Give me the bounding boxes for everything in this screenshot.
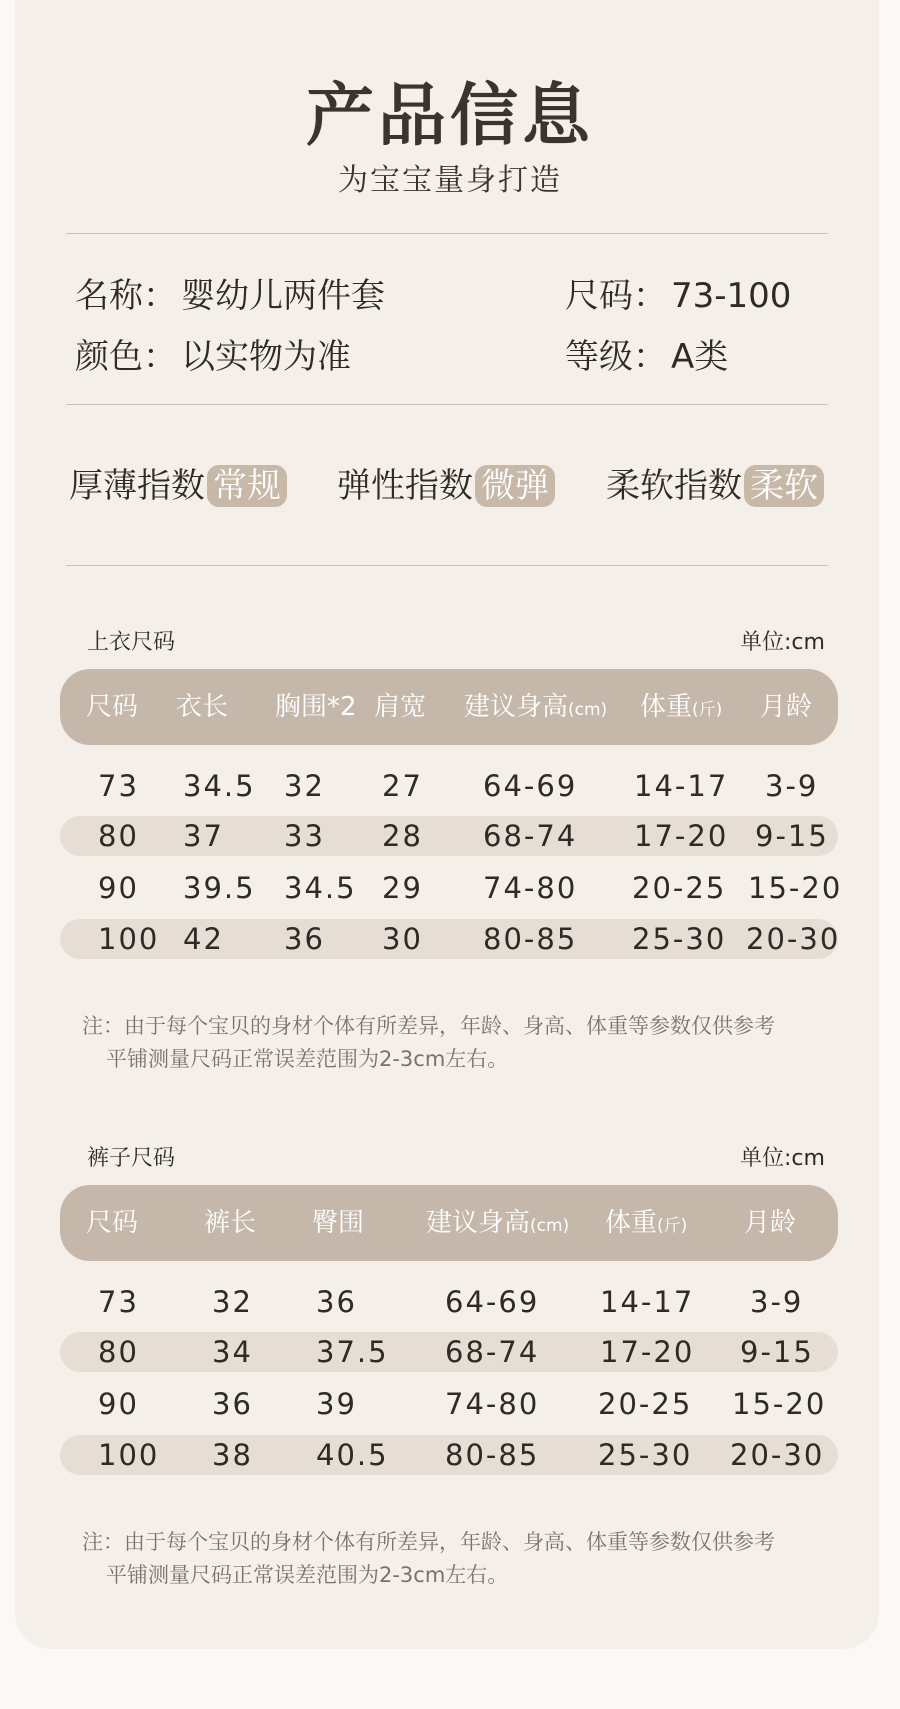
cell-height: 64-69 [483, 769, 578, 803]
page-subtitle: 为宝宝量身打造 [338, 163, 562, 198]
pants-table-note [82, 1526, 775, 1592]
col-age: 月龄 [744, 1208, 797, 1238]
cell-chest: 34.5 [284, 871, 357, 905]
table-row [60, 1384, 838, 1424]
cell-height: 64-69 [445, 1285, 540, 1319]
cell-height: 80-85 [483, 922, 578, 956]
info-size [565, 268, 791, 317]
cell-length: 37 [183, 819, 224, 853]
cell-age: 9-15 [755, 819, 829, 853]
cell-height: 74-80 [483, 871, 578, 905]
col-pants-length: 裤长 [204, 1208, 257, 1238]
cell-size: 90 [98, 1387, 139, 1421]
cell-age: 3-9 [765, 769, 819, 803]
info-name [75, 268, 385, 317]
index-label: 弹性指数 [337, 466, 473, 506]
cell-height: 80-85 [445, 1438, 540, 1472]
cell-shoulder: 30 [382, 922, 423, 956]
cell-length: 39.5 [183, 871, 256, 905]
cell-size: 80 [98, 1335, 139, 1369]
cell-height: 68-74 [483, 819, 578, 853]
cell-hip: 40.5 [316, 1438, 389, 1472]
col-height [464, 669, 607, 748]
col-weight-label: 体重 [605, 1208, 658, 1238]
table-row [60, 1435, 838, 1475]
col-height [426, 1185, 569, 1264]
divider [66, 404, 828, 405]
info-color-label: 颜色： [75, 337, 177, 377]
cell-pants-length: 38 [212, 1438, 253, 1472]
index-badge: 柔软 [744, 465, 824, 507]
table-row [60, 1332, 838, 1372]
table-row [60, 868, 843, 908]
cell-size: 73 [98, 769, 139, 803]
cell-size: 100 [98, 922, 160, 956]
elasticity-index [337, 458, 555, 507]
col-weight [640, 669, 722, 748]
note-line-2: 平铺测量尺码正常误差范围为2-3cm左右。 [106, 1563, 509, 1587]
cell-chest: 36 [284, 922, 325, 956]
divider [66, 565, 828, 566]
col-height-label: 建议身高 [464, 692, 569, 722]
note-line-1: 注：由于每个宝贝的身材个体有所差异，年龄、身高、体重等参数仅供参考 [82, 1530, 775, 1554]
info-grade [565, 329, 728, 378]
cell-height: 68-74 [445, 1335, 540, 1369]
info-grade-value: A类 [671, 337, 729, 377]
info-grade-label: 等级： [565, 337, 667, 377]
table-row [60, 766, 838, 806]
cell-chest: 32 [284, 769, 325, 803]
index-label: 柔软指数 [606, 466, 742, 506]
cell-age: 15-20 [748, 871, 843, 905]
fabric-indices [0, 458, 900, 508]
cell-shoulder: 29 [382, 871, 423, 905]
col-chest: 胸围*2 [275, 692, 357, 722]
col-weight-unit: (斤) [657, 1216, 688, 1236]
thickness-index [69, 458, 287, 507]
pants-table-header [60, 1185, 838, 1261]
cell-age: 20-30 [746, 922, 841, 956]
top-unit-label: 单位:cm [740, 630, 825, 655]
index-badge: 常规 [207, 465, 287, 507]
cell-pants-length: 32 [212, 1285, 253, 1319]
cell-age: 3-9 [750, 1285, 804, 1319]
cell-age: 15-20 [732, 1387, 827, 1421]
note-line-2: 平铺测量尺码正常误差范围为2-3cm左右。 [106, 1047, 509, 1071]
cell-age: 9-15 [740, 1335, 814, 1369]
cell-hip: 37.5 [316, 1335, 389, 1369]
cell-weight: 20-25 [598, 1387, 693, 1421]
cell-pants-length: 36 [212, 1387, 253, 1421]
table-row [60, 1282, 838, 1322]
top-size-title: 上衣尺码 [87, 630, 176, 655]
col-shoulder: 肩宽 [374, 692, 427, 722]
info-size-label: 尺码： [565, 276, 667, 316]
table-row [60, 919, 841, 959]
cell-chest: 33 [284, 819, 325, 853]
cell-pants-length: 34 [212, 1335, 253, 1369]
info-name-value: 婴幼儿两件套 [181, 276, 385, 316]
cell-size: 80 [98, 819, 139, 853]
note-line-1: 注：由于每个宝贝的身材个体有所差异，年龄、身高、体重等参数仅供参考 [82, 1014, 775, 1038]
index-badge: 微弹 [475, 465, 555, 507]
col-height-unit: (cm) [568, 700, 608, 720]
softness-index [606, 458, 824, 507]
table-row [60, 816, 838, 856]
cell-hip: 39 [316, 1387, 357, 1421]
pants-size-title: 裤子尺码 [87, 1146, 176, 1171]
info-color-value: 以实物为准 [181, 337, 351, 377]
cell-weight: 25-30 [598, 1438, 693, 1472]
col-size: 尺码 [86, 692, 139, 722]
cell-weight: 20-25 [632, 871, 727, 905]
col-length: 衣长 [176, 692, 229, 722]
top-table-header [60, 669, 838, 745]
pants-unit-label: 单位:cm [740, 1146, 825, 1171]
cell-shoulder: 27 [382, 769, 423, 803]
cell-weight: 14-17 [600, 1285, 695, 1319]
page-title: 产品信息 [305, 77, 594, 156]
col-hip: 臀围 [312, 1208, 365, 1238]
cell-length: 34.5 [183, 769, 256, 803]
col-weight-label: 体重 [640, 692, 693, 722]
cell-weight: 14-17 [634, 769, 729, 803]
cell-size: 90 [98, 871, 139, 905]
cell-weight: 25-30 [632, 922, 727, 956]
cell-shoulder: 28 [382, 819, 423, 853]
col-weight [605, 1185, 687, 1264]
info-size-value: 73-100 [671, 276, 792, 316]
col-height-unit: (cm) [530, 1216, 570, 1236]
cell-weight: 17-20 [634, 819, 729, 853]
divider [66, 233, 828, 234]
cell-length: 42 [183, 922, 224, 956]
cell-age: 20-30 [730, 1438, 825, 1472]
col-weight-unit: (斤) [692, 700, 723, 720]
col-size: 尺码 [86, 1208, 139, 1238]
col-height-label: 建议身高 [426, 1208, 531, 1238]
cell-height: 74-80 [445, 1387, 540, 1421]
col-age: 月龄 [760, 692, 813, 722]
cell-weight: 17-20 [600, 1335, 695, 1369]
info-color [75, 329, 351, 378]
cell-size: 100 [98, 1438, 160, 1472]
index-label: 厚薄指数 [69, 466, 205, 506]
cell-hip: 36 [316, 1285, 357, 1319]
info-name-label: 名称： [75, 276, 177, 316]
cell-size: 73 [98, 1285, 139, 1319]
top-table-note [82, 1010, 775, 1076]
